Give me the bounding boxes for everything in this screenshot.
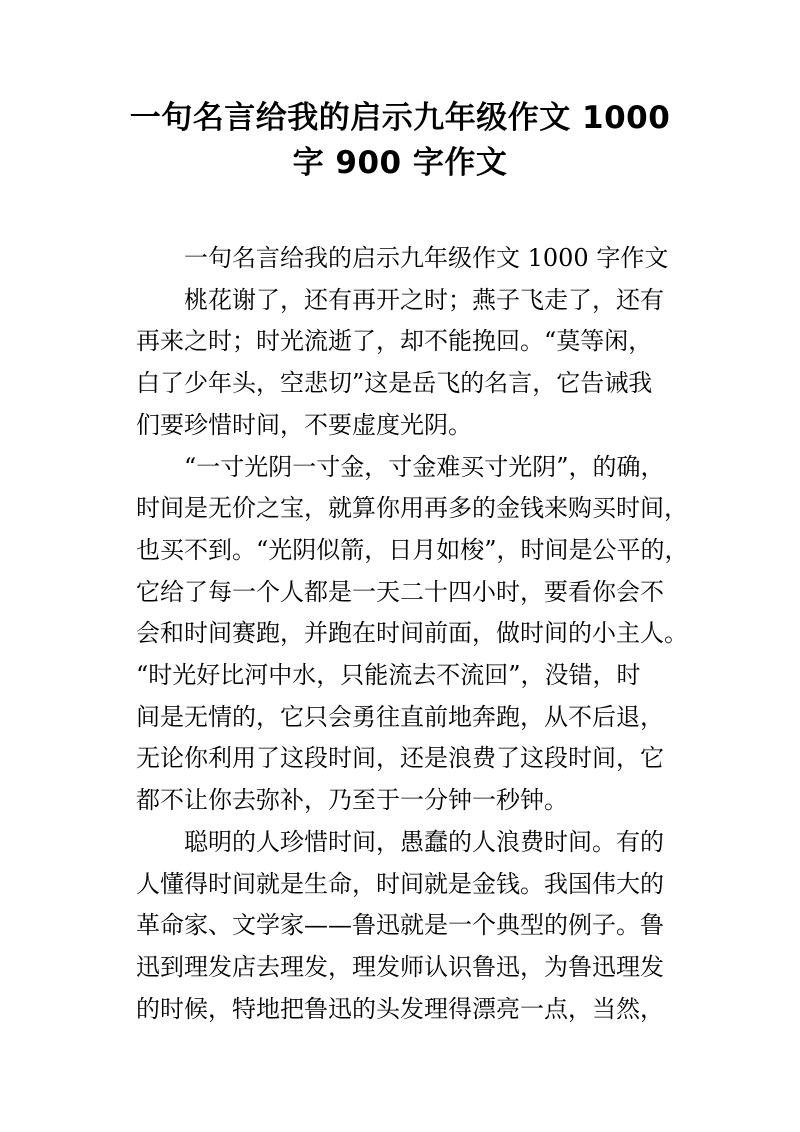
paragraph-2-line-7: 间是无情的，它只会勇往直前地奔跑，从不后退， bbox=[136, 702, 664, 731]
paragraph-3-line-4: 迅到理发店去理发，理发师认识鲁迅，为鲁迅理发 bbox=[136, 952, 664, 981]
paragraph-2-line-6: “时光好比河中水，只能流去不流回”，没错，时 bbox=[136, 661, 641, 690]
paragraph-2-line-1: “一寸光阴一寸金，寸金难买寸光阴”，的确， bbox=[184, 452, 665, 481]
paragraph-3-line-1: 聪明的人珍惜时间，愚蠢的人浪费时间。有的 bbox=[184, 827, 664, 856]
paragraph-2-line-8: 无论你利用了这段时间，还是浪费了这段时间，它 bbox=[136, 744, 664, 773]
paragraph-3-line-2: 人懂得时间就是生命，时间就是金钱。我国伟大的 bbox=[136, 869, 664, 898]
paragraph-2-line-9: 都不让你去弥补，乃至于一分钟一秒钟。 bbox=[136, 786, 568, 815]
paragraph-1-line-1: 桃花谢了，还有再开之时；燕子飞走了，还有 bbox=[184, 285, 664, 314]
paragraph-1-line-3: 白了少年头，空悲切”这是岳飞的名言，它告诫我 bbox=[136, 369, 653, 398]
paragraph-1-line-2: 再来之时；时光流逝了，却不能挽回。“莫等闲， bbox=[136, 327, 653, 356]
paragraph-2-line-2: 时间是无价之宝，就算你用再多的金钱来购买时间， bbox=[136, 494, 688, 523]
title-line-1: 一句名言给我的启示九年级作文 1000 bbox=[129, 100, 671, 136]
document-body bbox=[136, 238, 696, 1030]
paragraph-3-line-5: 的时候，特地把鲁迅的头发理得漂亮一点，当然， bbox=[136, 994, 664, 1023]
paragraph-1-line-4: 们要珍惜时间，不要虚度光阴。 bbox=[136, 410, 472, 439]
paragraph-2-line-5: 会和时间赛跑，并跑在时间前面，做时间的小主人。 bbox=[136, 619, 688, 648]
paragraph-2-line-4: 它给了每一个人都是一天二十四小时，要看你会不 bbox=[136, 577, 664, 606]
paragraph-3-line-3: 革命家、文学家——鲁迅就是一个典型的例子。鲁 bbox=[136, 911, 664, 940]
document-title bbox=[100, 96, 700, 186]
paragraph-2-line-3: 也买不到。“光阴似箭，日月如梭”，时间是公平的， bbox=[136, 535, 689, 564]
subtitle-line: 一句名言给我的启示九年级作文 1000 字作文 bbox=[184, 244, 669, 272]
title-line-2: 字 900 字作文 bbox=[292, 145, 508, 181]
